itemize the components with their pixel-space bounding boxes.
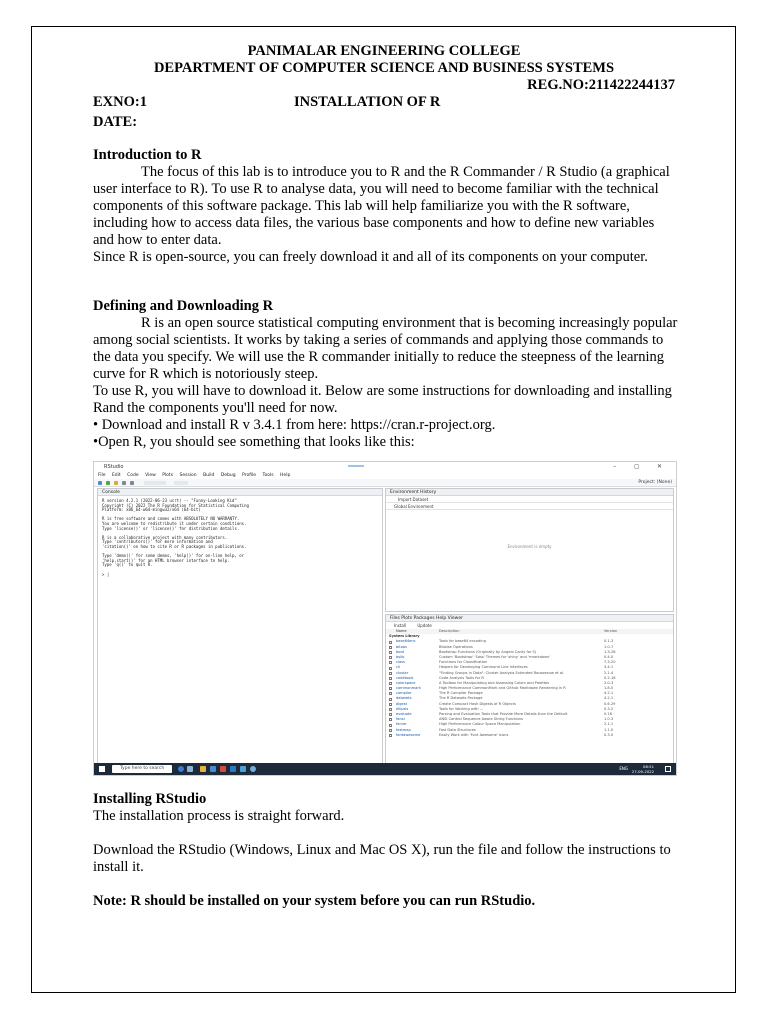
package-checkbox[interactable]	[389, 656, 392, 659]
notification-icon[interactable]	[665, 766, 671, 772]
menu-plots[interactable]: Plots	[162, 473, 174, 478]
rstudio-screenshot	[93, 461, 677, 776]
office-icon[interactable]	[220, 766, 226, 772]
intro-paragraph-1: The focus of this lab is to introduce you to R and the R Commander / R Studio (a graphical user interface to R). To use R to analyse data, you will need to become familiar with the technical components of this software package. This lab will help familiarize you with the R software, including how to access data files, the various base components and how to define new variables and how to enter data.	[93, 164, 670, 248]
package-version: 1.0-7	[604, 644, 614, 649]
rstudio-paragraph-1: The installation process is straight forward.	[93, 808, 345, 824]
package-version: 3.4.1	[604, 665, 614, 670]
exercise-number: EXNO:1	[93, 94, 147, 110]
package-checkbox[interactable]	[389, 698, 392, 701]
package-description: Code Analysis Tools for R	[439, 675, 484, 680]
task-view-icon[interactable]	[187, 766, 193, 772]
console-tab[interactable]: Console	[98, 489, 382, 496]
addins-dropdown[interactable]	[174, 481, 188, 485]
packages-toolbar	[386, 622, 673, 629]
package-description: Tools for Working with ...	[439, 706, 484, 711]
package-description: High Performance CommonMark and Github Markdown Rendering in R	[439, 686, 566, 691]
package-version: 0.3.0	[604, 732, 614, 737]
package-description: High Performance Colour Space Manipulation	[439, 722, 521, 727]
defining-section	[93, 298, 678, 451]
package-name[interactable]: cluster	[396, 670, 409, 675]
menu-help[interactable]: Help	[280, 473, 291, 478]
package-name[interactable]: fastmap	[396, 727, 411, 732]
menu-session[interactable]: Session	[179, 473, 197, 478]
file-explorer-icon[interactable]	[200, 766, 206, 772]
menu-bar	[94, 472, 676, 479]
package-checkbox[interactable]	[389, 651, 392, 654]
window-title: RStudio	[104, 464, 124, 470]
defining-heading: Defining and Downloading R	[93, 298, 274, 314]
package-description: ANSI Control Sequence Aware String Functions	[439, 717, 523, 722]
package-version: 1.8.0	[604, 686, 614, 691]
edge-browser-icon[interactable]	[178, 766, 184, 772]
files-plots-packages-tabs[interactable]: Files Plots Packages Help Viewer	[386, 615, 673, 622]
package-checkbox[interactable]	[389, 692, 392, 695]
package-name[interactable]: ellipsis	[396, 706, 409, 711]
new-file-icon[interactable]	[98, 481, 102, 485]
package-name[interactable]: farver	[396, 722, 407, 727]
menu-build[interactable]: Build	[203, 473, 215, 478]
package-description: Functions for Classification	[439, 660, 488, 665]
title-accent	[348, 465, 364, 467]
menu-tools[interactable]: Tools	[262, 473, 274, 478]
project-menu[interactable]: Project: (None)	[638, 480, 672, 485]
download-bullet: • Download and install R v 3.4.1 from here: https://cran.r-project.org.	[93, 417, 496, 433]
console-pane	[97, 488, 383, 764]
taskbar-search[interactable]: Type here to search	[112, 765, 172, 773]
package-checkbox[interactable]	[389, 729, 392, 732]
clock-date: 27-09-2022	[631, 769, 654, 774]
system-library-label: System Library	[389, 634, 420, 639]
package-name[interactable]: base64enc	[396, 639, 416, 644]
package-name[interactable]: fansi	[396, 717, 405, 722]
package-version: 0.6.29	[604, 701, 616, 706]
import-dataset-button[interactable]: Import Dataset	[398, 497, 429, 502]
package-checkbox[interactable]	[389, 708, 392, 711]
package-name[interactable]: class	[396, 660, 405, 665]
package-version: 0.4.0	[604, 654, 614, 659]
package-description: Fast Data Structures	[439, 727, 476, 732]
window-controls[interactable]: – ◻ ✕	[613, 463, 670, 470]
package-version: 2.1.4	[604, 670, 614, 675]
package-checkbox[interactable]	[389, 672, 392, 675]
windows-start-icon[interactable]	[99, 766, 105, 772]
open-file-icon[interactable]	[114, 481, 118, 485]
department-name: DEPARTMENT OF COMPUTER SCIENCE AND BUSINESS SYSTEMS	[153, 60, 615, 76]
package-version: 7.3-20	[604, 660, 616, 665]
package-description: Create Compact Hash Digests of R Objects	[439, 701, 516, 706]
main-toolbar	[94, 479, 676, 487]
menu-view[interactable]: View	[145, 473, 156, 478]
global-environment-selector[interactable]: Global Environment	[386, 503, 673, 510]
package-version: 0.3.2	[604, 706, 614, 711]
install-button[interactable]: Install	[394, 623, 407, 628]
package-description: "Finding Groups in Data": Cluster Analysis Extended Rousseeuw et al.	[439, 670, 565, 675]
package-description: The R Compiler Package	[439, 691, 483, 696]
package-version: 4.2.1	[604, 696, 614, 701]
package-checkbox[interactable]	[389, 718, 392, 721]
package-description: The R Datasets Package	[439, 696, 483, 701]
package-checkbox[interactable]	[389, 661, 392, 664]
package-description: Parsing and Evaluation Tools that Provide More Details than the Default	[439, 712, 568, 716]
environment-toolbar	[386, 496, 673, 503]
package-name[interactable]: datasets	[396, 696, 412, 701]
package-version: 0.1-3	[604, 639, 614, 644]
package-name[interactable]: compiler	[396, 691, 412, 696]
package-checkbox[interactable]	[389, 641, 392, 644]
package-description: Easily Work with 'Font Awesome' Icons	[439, 732, 509, 737]
packages-list	[386, 639, 673, 738]
packages-pane	[385, 614, 674, 764]
menu-edit[interactable]: Edit	[111, 473, 121, 478]
package-name[interactable]: boot	[396, 649, 405, 654]
package-version: 0.2-18	[604, 675, 616, 680]
mail-icon[interactable]	[230, 766, 236, 772]
package-checkbox[interactable]	[389, 646, 392, 649]
windows-taskbar	[94, 763, 676, 775]
package-description: Custom 'Bootstrap' 'Sass' Themes for 'shiny' and 'rmarkdown'	[439, 654, 551, 659]
rstudio-paragraph-2: Download the RStudio (Windows, Linux and Mac OS X), run the file and follow the instructions to install it.	[93, 842, 671, 875]
defining-paragraph-1: R is an open source statistical computing environment that is becoming increasingly popular among social scientists. It works by taking a series of commands and applying those commands to the data you specify. We will use the R commander initially to reduce the steepness of the learning curve for R which is notoriously steep.	[93, 315, 678, 382]
package-name[interactable]: colorspace	[396, 680, 416, 685]
clock-time: 08:51	[643, 764, 654, 769]
package-checkbox[interactable]	[389, 724, 392, 727]
package-description: Tools for base64 encoding	[439, 639, 486, 644]
menu-debug[interactable]: Debug	[220, 473, 236, 478]
update-button[interactable]: Update	[417, 623, 432, 628]
package-name[interactable]: cli	[396, 665, 400, 670]
package-checkbox[interactable]	[389, 677, 392, 680]
intro-paragraph-2: Since R is open-source, you can freely download it and all of its components on your computer.	[93, 249, 648, 265]
package-name[interactable]: digest	[396, 701, 408, 706]
package-description: Helpers for Developing Command Line Interfaces	[439, 665, 528, 670]
package-version: 0.16	[604, 712, 613, 716]
package-version: 2.1.1	[604, 722, 614, 727]
package-name[interactable]: codetools	[396, 675, 414, 680]
package-checkbox[interactable]	[389, 703, 392, 706]
package-version: 1.1.0	[604, 727, 614, 732]
defining-paragraph-2: To use R, you will have to download it. Below are some instructions for downloading and installing Rand the components you'll need for now.	[93, 383, 672, 416]
environment-tabs[interactable]: Environment History	[386, 489, 673, 496]
package-name[interactable]: bslib	[396, 654, 405, 659]
column-name[interactable]: Name	[396, 629, 407, 633]
rstudio-note: Note: R should be installed on your system before you can run RStudio.	[93, 893, 536, 909]
store-icon[interactable]	[210, 766, 216, 772]
package-description: Bitwise Operations	[439, 644, 473, 649]
package-name[interactable]: evaluate	[396, 712, 412, 716]
package-name[interactable]: bitops	[396, 644, 408, 649]
package-description: A Toolbox for Manipulating and Assessing Colors and Palettes	[439, 680, 550, 685]
package-name[interactable]: commonmark	[396, 686, 421, 691]
new-project-icon[interactable]	[106, 481, 110, 485]
package-description: Bootstrap Functions (Originally by Angelo Canty for S)	[439, 649, 537, 654]
system-tray[interactable]: ENG	[619, 766, 628, 771]
rstudio-taskbar-icon[interactable]	[250, 766, 256, 772]
package-name[interactable]: fontawesome	[396, 732, 421, 737]
intro-heading: Introduction to R	[93, 147, 202, 163]
save-icon[interactable]	[122, 481, 126, 485]
console-output[interactable]: R version 4.2.1 (2022-06-23 ucrt) -- "Funny-Looking Kid" Copyright (C) 2022 The R Foundation for Statistical Computing Platform: x86_64-w64-mingw32/x64 (64-bit) R is free software and comes with ABSOLUTELY NO WARRANTY. You are welcome to redistribute it under certain conditions. Type 'license()' or 'licence()' for distribution details. R is a collaborative project with many contributors. Type 'contributors()' for more information and 'citation()' on how to cite R or R packages in publications. Type 'demo()' for some demos, 'help()' for on-line help, or 'help.start()' for an HTML browser interface to help. Type 'q()' to quit R. > |	[102, 498, 249, 577]
register-number: REG.NO:211422244137	[527, 77, 675, 93]
window-titlebar	[94, 462, 676, 472]
environment-pane	[385, 488, 674, 612]
package-checkbox[interactable]	[389, 682, 392, 685]
go-to-file-input[interactable]	[144, 481, 166, 485]
rstudio-heading: Installing RStudio	[93, 791, 207, 807]
open-r-bullet: •Open R, you should see something that looks like this:	[93, 434, 415, 450]
menu-file[interactable]: File	[98, 473, 106, 478]
date-label: DATE:	[93, 114, 138, 130]
college-name: PANIMALAR ENGINEERING COLLEGE	[247, 43, 521, 59]
package-version: 1.3-28	[604, 649, 616, 654]
package-row[interactable]	[386, 733, 673, 738]
rstudio-section	[93, 791, 678, 910]
menu-profile[interactable]: Profile	[242, 473, 257, 478]
column-description[interactable]: Description	[439, 629, 460, 633]
intro-section	[93, 147, 678, 266]
package-version: 2.0-3	[604, 680, 614, 685]
package-version: 1.0.3	[604, 717, 614, 722]
package-checkbox[interactable]	[389, 734, 392, 737]
menu-code[interactable]: Code	[127, 473, 139, 478]
package-checkbox[interactable]	[389, 667, 392, 670]
print-icon[interactable]	[130, 481, 134, 485]
taskbar-clock[interactable]	[632, 764, 654, 774]
app-icon[interactable]	[240, 766, 246, 772]
column-version[interactable]: Version	[604, 629, 618, 633]
package-version: 4.2.1	[604, 691, 614, 696]
package-checkbox[interactable]	[389, 713, 392, 716]
exercise-title: INSTALLATION OF R	[294, 94, 441, 110]
environment-empty-message: Environment is empty	[507, 544, 552, 549]
package-checkbox[interactable]	[389, 687, 392, 690]
